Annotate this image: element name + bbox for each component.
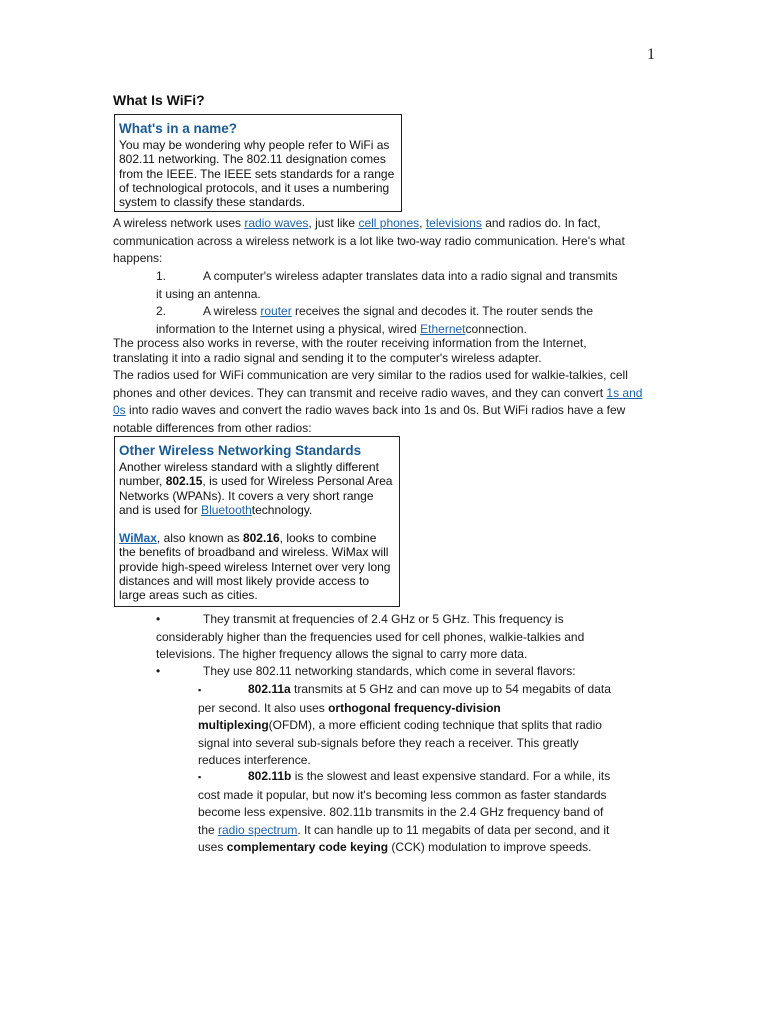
link-bluetooth[interactable]: Bluetooth — [201, 502, 252, 517]
text-run: The radios used for WiFi communication are very similar to the radios used for walkie-talkies, cell phones and other devices. They can transmit and receive radio waves, and they can convert — [113, 368, 628, 400]
bold-term: 802.11b — [248, 769, 292, 783]
box-heading: Other Wireless Networking Standards — [119, 443, 362, 458]
bold-term: complementary code keying — [226, 840, 389, 854]
square-bullet-icon: ▪ — [198, 685, 202, 695]
list-text: A computer's wireless adapter translates data into a radio signal and transmits it using an antenna. — [156, 269, 618, 301]
text-run: connection. — [465, 321, 527, 336]
sub-bullet-item — [198, 681, 618, 770]
text-run: A wireless — [203, 304, 261, 318]
sub-bullet-item — [198, 768, 618, 857]
link-televisions[interactable]: televisions — [425, 216, 482, 230]
page-number: 1 — [647, 46, 655, 63]
bold-term: 802.11a — [248, 682, 291, 696]
bullet-icon: • — [156, 664, 161, 678]
text-run: , looks to combine the benefits of broadband and wireless. WiMax will provide high-speed wireless Internet over very long distances and will most likely provide access to large areas such as cities. — [119, 531, 391, 603]
text-run: transmits at 5 GHz and can move up to 54 megabits of data per second. It also uses — [198, 682, 611, 715]
text-run: A wireless network uses — [113, 216, 245, 230]
bullet-text: They transmit at frequencies of 2.4 GHz or 5 GHz. This frequency is considerably higher than the frequencies used for cell phones, walkie-talkies and televisions. The higher frequency allows the signal to carry more data. — [156, 612, 585, 661]
sidebar-box-name — [114, 114, 402, 212]
text-run: and radios do. In fact, communication across a wireless network is a lot like two-way radio communication. Here's what happens: — [113, 216, 625, 265]
link-ethernet[interactable]: Ethernet — [420, 321, 466, 336]
square-bullet-icon: ▪ — [198, 772, 202, 782]
box-text: You may be wondering why people refer to WiFi as 802.11 networking. The 802.11 designation comes from the IEEE. The IEEE sets standards for a range of technological protocols, and it uses a numbering system to classify these standards. — [119, 138, 395, 210]
list-number: 2. — [156, 304, 167, 318]
box-text — [119, 531, 395, 602]
box-heading: What's in a name? — [119, 121, 237, 136]
sidebar-box-standards — [114, 436, 400, 607]
text-run: receives the signal and decodes it. The router sends the information to the Internet using a physical, wired — [156, 304, 594, 336]
link-router[interactable]: router — [260, 304, 292, 318]
bold-term: 802.15 — [165, 474, 203, 489]
text-run: is the slowest and least expensive standard. For a while, its cost made it popular, but now it's becoming less common as faster standards become less expensive. 802.11b transmits in the 2.4 GHz frequency band of the — [198, 769, 611, 837]
link-cell-phones[interactable]: cell phones — [358, 216, 420, 230]
list-item — [156, 303, 626, 338]
text-run: , is used for Wireless Personal Area Networks (WPANs). It covers a very short range and is used for — [119, 474, 393, 517]
link-radio-spectrum[interactable]: radio spectrum — [218, 822, 298, 837]
bullet-item — [156, 611, 616, 664]
text-run: into radio waves and convert the radio waves back into 1s and 0s. But WiFi radios have a few notable differences from other radios: — [113, 403, 626, 435]
text-run: Another wireless standard with a slightly different number, — [119, 460, 379, 489]
text-run: , also known as — [156, 531, 243, 546]
page-title: What Is WiFi? — [113, 92, 205, 108]
text-run: technology. — [251, 502, 313, 517]
text-run: , just like — [308, 216, 359, 230]
paragraph-reverse: The process also works in reverse, with the router receiving information from the Internet, translating it into a radio signal and sending it to the computer's wireless adapter. — [113, 336, 587, 365]
link-wimax[interactable]: WiMax — [119, 531, 157, 546]
bullet-text: They use 802.11 networking standards, which come in several flavors: — [203, 664, 576, 678]
box-text — [119, 460, 395, 517]
bullet-icon: • — [156, 612, 161, 626]
list-number: 1. — [156, 269, 167, 283]
text-run: , — [419, 216, 426, 230]
bold-term: 802.16 — [242, 531, 280, 546]
text-run: . It can handle up to 11 megabits of data per second, and it uses — [198, 822, 610, 854]
bold-term: orthogonal frequency-division multiplexing — [198, 700, 501, 732]
list-item — [156, 268, 626, 303]
text-run: (CCK) modulation to improve speeds. — [388, 840, 592, 854]
link-radio-waves[interactable]: radio waves — [244, 216, 309, 230]
link-1s-and-0s[interactable]: 1s and 0s — [113, 385, 643, 417]
paragraph-radios — [113, 367, 651, 437]
paragraph-intro — [113, 215, 633, 268]
text-run: (OFDM), a more efficient coding technique that splits that radio signal into several sub-signals before they reach a receiver. This greatly reduces interference. — [198, 718, 602, 767]
bullet-item — [156, 663, 616, 681]
